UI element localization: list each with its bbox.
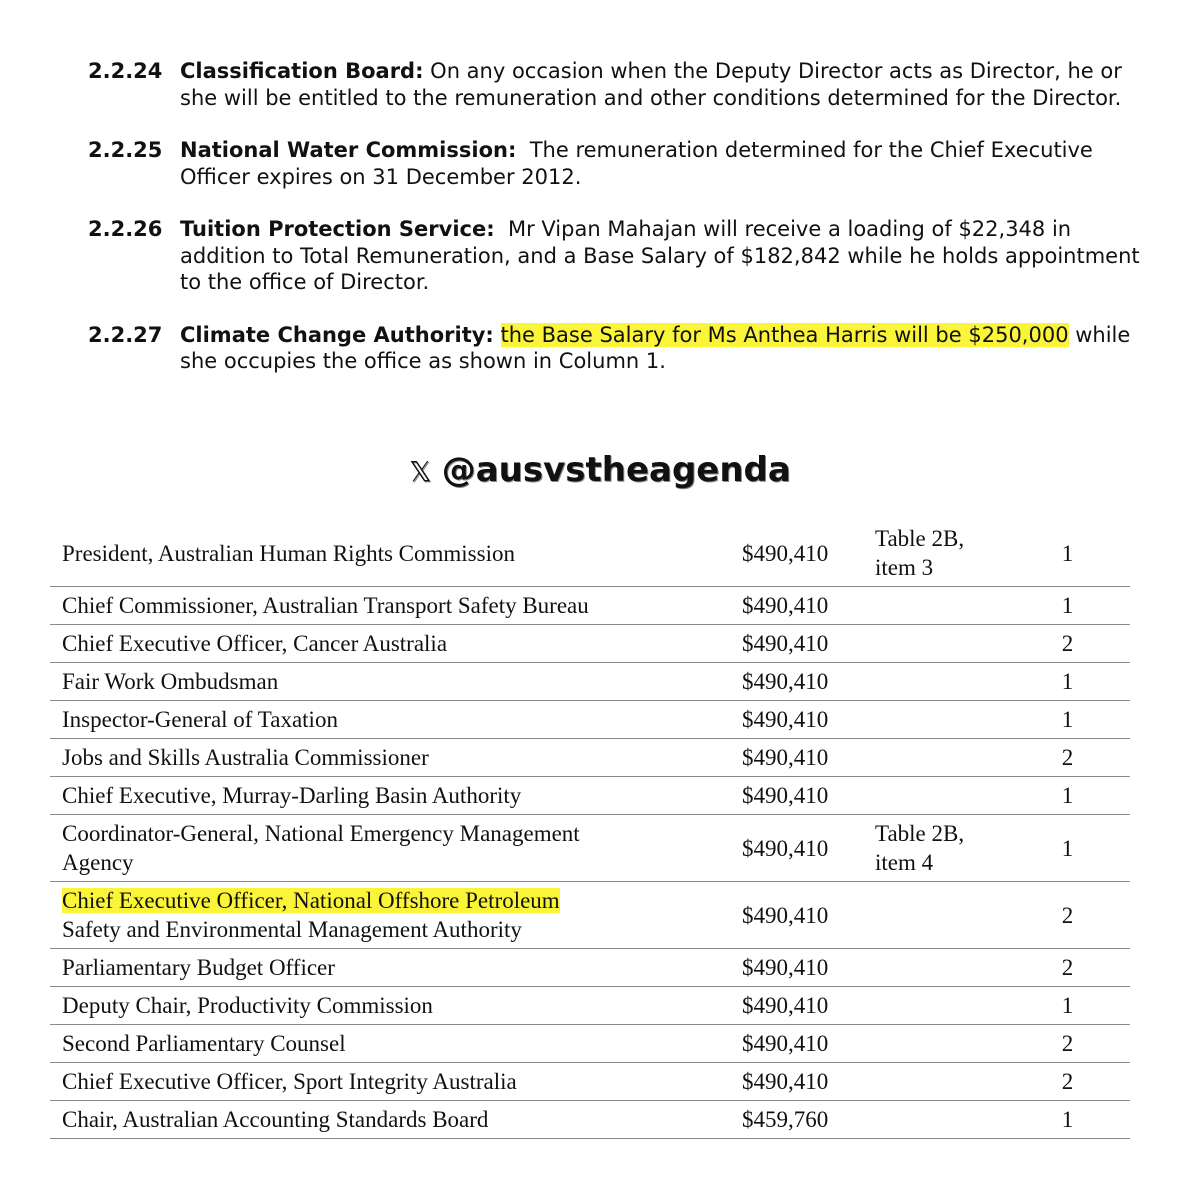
amount-cell: $490,410 [742, 949, 867, 987]
table-reference-cell [867, 587, 1005, 625]
amount-cell: $490,410 [742, 777, 867, 815]
clause-text-tail: while she occupies the office as shown in Column 1. [180, 322, 1131, 373]
table-reference-cell [867, 987, 1005, 1025]
amount-cell: $490,410 [742, 815, 867, 882]
clause-text: Mr Vipan Mahajan will receive a loading of $22,348 in addition to Total Remuneration, and a Base Salary of $182,842 while he holds appointment to the office of Director. [180, 217, 1147, 294]
table-body [50, 520, 1130, 1139]
table-row [50, 663, 1130, 701]
table-reference-item: item 3 [875, 555, 934, 580]
table-row [50, 777, 1130, 815]
table-row [50, 739, 1130, 777]
table-row [50, 987, 1130, 1025]
table-row [50, 625, 1130, 663]
office-name-cell [50, 777, 742, 815]
clause-body [180, 216, 1148, 296]
table-row [50, 815, 1130, 882]
office-name: Chief Executive Officer, Sport Integrity Australia [62, 1069, 517, 1094]
amount-cell: $490,410 [742, 1063, 867, 1101]
table-reference-cell [867, 815, 1005, 882]
determination-clauses [88, 58, 1148, 401]
clause-body [180, 137, 1148, 190]
table-reference-cell [867, 1063, 1005, 1101]
clause-text [494, 323, 501, 347]
table-reference: Table 2B, [875, 821, 965, 846]
table-reference-cell [867, 1101, 1005, 1139]
table-row [50, 882, 1130, 949]
clause-number: 2.2.25 [88, 138, 163, 162]
table-reference-cell [867, 739, 1005, 777]
table-reference-cell [867, 1025, 1005, 1063]
office-name: Chair, Australian Accounting Standards Board [62, 1107, 489, 1132]
clause-heading: National Water Commission: [180, 138, 517, 162]
column-cell: 1 [1005, 701, 1130, 739]
amount-cell: $490,410 [742, 663, 867, 701]
table-reference-cell [867, 882, 1005, 949]
clause [88, 58, 1148, 111]
office-name-cell [50, 625, 742, 663]
table-row [50, 701, 1130, 739]
amount-cell: $459,760 [742, 1101, 867, 1139]
x-logo-icon: 𝕏 [409, 455, 432, 488]
table-row [50, 520, 1130, 587]
column-cell: 2 [1005, 949, 1130, 987]
office-name: Deputy Chair, Productivity Commission [62, 993, 433, 1018]
clause-number: 2.2.27 [88, 322, 163, 347]
table-reference-cell [867, 520, 1005, 587]
office-name: Fair Work Ombudsman [62, 669, 279, 694]
table-row [50, 1063, 1130, 1101]
clause [88, 216, 1148, 296]
table-reference-cell [867, 777, 1005, 815]
clause-heading: Classification Board: [180, 59, 424, 83]
office-name-cell [50, 949, 742, 987]
amount-cell: $490,410 [742, 739, 867, 777]
amount-cell: $490,410 [742, 1025, 867, 1063]
clause-body [180, 58, 1148, 111]
table-reference-cell [867, 701, 1005, 739]
amount-cell: $490,410 [742, 701, 867, 739]
amount-cell: $490,410 [742, 587, 867, 625]
column-cell: 1 [1005, 587, 1130, 625]
clause-heading: Tuition Protection Service: [180, 217, 495, 241]
table-row [50, 949, 1130, 987]
office-name: Chief Executive Officer, Cancer Australia [62, 631, 448, 656]
column-cell: 2 [1005, 882, 1130, 949]
amount-cell: $490,410 [742, 625, 867, 663]
office-name: Coordinator-General, National Emergency Management [62, 821, 580, 846]
office-name-cell [50, 987, 742, 1025]
office-name-cell [50, 739, 742, 777]
office-name: President, Australian Human Rights Commission [62, 540, 515, 566]
column-cell: 1 [1005, 815, 1130, 882]
table-reference-cell [867, 949, 1005, 987]
column-cell: 2 [1005, 739, 1130, 777]
table-reference-cell [867, 625, 1005, 663]
office-name-continued: Agency [62, 850, 134, 875]
office-name-cell [50, 1101, 742, 1139]
clause-heading: Climate Change Authority: [180, 322, 494, 347]
table-reference-item: item 4 [875, 850, 934, 875]
social-handle [0, 450, 1200, 490]
office-name: Inspector-General of Taxation [62, 707, 338, 732]
table-reference: Table 2B, [875, 526, 965, 551]
office-name: Chief Commissioner, Australian Transport Safety Bureau [62, 593, 589, 618]
office-name-cell [50, 1063, 742, 1101]
office-name: Parliamentary Budget Officer [62, 955, 335, 980]
table-reference-cell [867, 663, 1005, 701]
office-name-cell [50, 882, 742, 949]
column-cell: 1 [1005, 1101, 1130, 1139]
office-name-cell [50, 663, 742, 701]
office-name-cell [50, 1025, 742, 1063]
column-cell: 2 [1005, 625, 1130, 663]
table-row [50, 587, 1130, 625]
office-name-cell [50, 815, 742, 882]
handle-text: @ausvstheagenda [441, 450, 791, 490]
office-name: Chief Executive Officer, National Offshore Petroleum [62, 888, 560, 913]
clause-body [180, 322, 1148, 375]
office-name: Second Parliamentary Counsel [62, 1031, 346, 1056]
office-name-continued: Safety and Environmental Management Authority [62, 917, 522, 942]
clause [88, 137, 1148, 190]
remuneration-table [50, 520, 1130, 1139]
column-cell: 2 [1005, 1025, 1130, 1063]
highlighted-text: the Base Salary for Ms Anthea Harris will be $250,000 [500, 322, 1069, 347]
amount-cell: $490,410 [742, 882, 867, 949]
office-name: Jobs and Skills Australia Commissioner [62, 745, 429, 770]
column-cell: 1 [1005, 663, 1130, 701]
table-row [50, 1025, 1130, 1063]
table-row [50, 1101, 1130, 1139]
column-cell: 1 [1005, 987, 1130, 1025]
column-cell: 2 [1005, 1063, 1130, 1101]
column-cell: 1 [1005, 777, 1130, 815]
clause-number: 2.2.26 [88, 217, 163, 241]
office-name-cell [50, 520, 742, 587]
amount-cell: $490,410 [742, 987, 867, 1025]
amount-cell: $490,410 [742, 520, 867, 587]
office-name-cell [50, 587, 742, 625]
clause-number: 2.2.24 [88, 59, 163, 83]
clause-text: On any occasion when the Deputy Director acts as Director, he or she will be entitled to the remuneration and other conditions determined for the Director. [180, 59, 1122, 110]
clause-text: The remuneration determined for the Chief Executive Officer expires on 31 December 2012. [180, 138, 1100, 189]
column-cell: 1 [1005, 520, 1130, 587]
office-name: Chief Executive, Murray-Darling Basin Authority [62, 783, 522, 808]
office-name-cell [50, 701, 742, 739]
clause [88, 322, 1148, 375]
